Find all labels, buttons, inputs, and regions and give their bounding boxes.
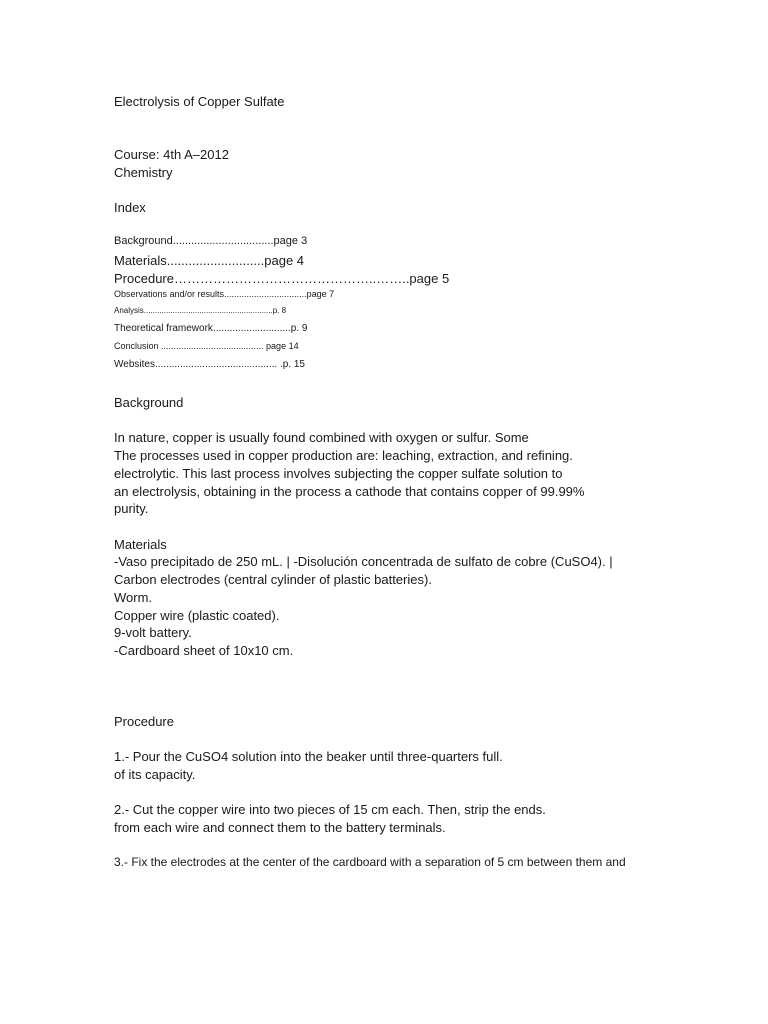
document-title: Electrolysis of Copper Sulfate: [114, 94, 285, 109]
procedure-step-line: 1.- Pour the CuSO4 solution into the beaker until three-quarters full.: [114, 749, 503, 764]
background-line: an electrolysis, obtaining in the process a cathode that contains copper of 99.99%: [114, 484, 585, 499]
index-entry-websites: Websites............................................ .p. 15: [114, 359, 305, 370]
index-entry-theoretical: Theoretical framework............................p. 9: [114, 323, 308, 334]
index-heading: Index: [114, 200, 146, 215]
background-heading: Background: [114, 395, 184, 410]
procedure-step-line: 2.- Cut the copper wire into two pieces of 15 cm each. Then, strip the ends.: [114, 802, 546, 817]
index-entry-procedure: Procedure………………………………………..……..page 5: [114, 271, 450, 286]
background-line: purity.: [114, 501, 149, 516]
background-line: The processes used in copper production are: leaching, extraction, and refining.: [114, 448, 573, 463]
subject-line: Chemistry: [114, 165, 173, 180]
materials-line: -Vaso precipitado de 250 mL. | -Disolución concentrada de sulfato de cobre (CuSO4). |: [114, 554, 613, 569]
materials-line: Worm.: [114, 590, 153, 605]
index-entry-conclusion: Conclusion ......................................... page 14: [114, 341, 299, 351]
procedure-heading: Procedure: [114, 714, 174, 729]
background-line: electrolytic. This last process involves subjecting the copper sulfate solution to: [114, 466, 563, 481]
procedure-step-line: 3.- Fix the electrodes at the center of the cardboard with a separation of 5 cm between them and: [114, 855, 626, 869]
index-entry-observations: Observations and/or results.................................page 7: [114, 289, 335, 299]
index-entry-materials: Materials...........................page 4: [114, 253, 305, 268]
materials-heading: Materials: [114, 537, 167, 552]
procedure-step-line: from each wire and connect them to the battery terminals.: [114, 820, 446, 835]
index-entry-background: Background.................................page 3: [114, 235, 308, 247]
materials-line: Carbon electrodes (central cylinder of plastic batteries).: [114, 572, 432, 587]
background-line: In nature, copper is usually found combined with oxygen or sulfur. Some: [114, 430, 529, 445]
materials-line: 9-volt battery.: [114, 625, 192, 640]
materials-line: -Cardboard sheet of 10x10 cm.: [114, 643, 294, 658]
materials-line: Copper wire (plastic coated).: [114, 608, 280, 623]
index-entry-analysis: Analysis..........................................................p. 8: [114, 306, 287, 315]
procedure-step-line: of its capacity.: [114, 767, 196, 782]
course-line: Course: 4th A–2012: [114, 147, 229, 162]
